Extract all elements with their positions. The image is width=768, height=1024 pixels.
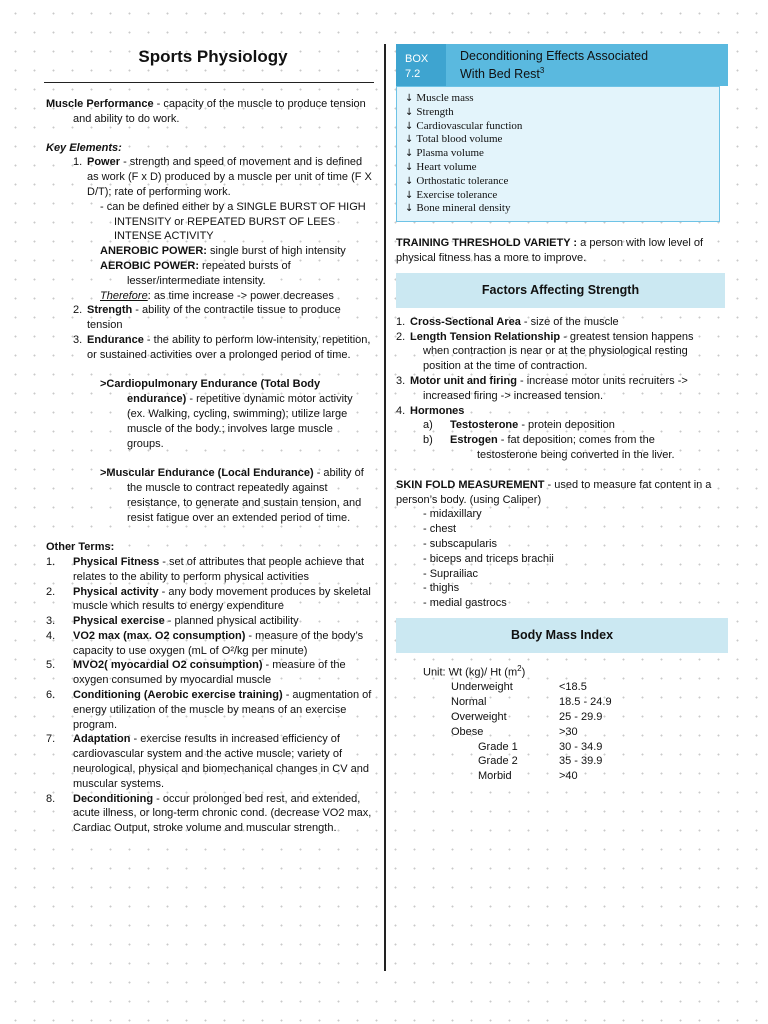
skin-fold-site: - chest (423, 523, 457, 536)
bmi-row: Grade 2 35 - 39.9 (478, 755, 603, 768)
box-item: ↓ Cardiovascular function (405, 119, 523, 132)
box-header (396, 44, 728, 86)
other-term-item: 6. Conditioning (Aerobic exercise training) - augmentation of energy utilization of the muscle by means of an exercise program. (46, 689, 372, 731)
bmi-row: Normal 18.5 - 24.9 (451, 696, 612, 709)
hormone-continuation: testosterone being converted in the liver. (477, 448, 675, 461)
other-term-item: 3. Physical exercise - planned physical actibility (46, 615, 299, 628)
hormone-item: a) Testosterone - protein deposition (423, 419, 615, 432)
down-arrow-icon: ↓ (405, 189, 414, 201)
box-item: ↓ Plasma volume (405, 147, 484, 160)
down-arrow-icon: ↓ (405, 148, 414, 160)
factors-banner: Factors Affecting Strength (396, 273, 725, 308)
bmi-row: Grade 1 30 - 34.9 (478, 740, 603, 753)
box-item: ↓ Total blood volume (405, 133, 503, 146)
left-column (46, 44, 372, 836)
key-element-power: 1. Power - strength and speed of movement and is defined as work (F x D) produced by a muscle per unit of time (F X D/T); rate of performing work. (73, 156, 372, 198)
box-item: ↓ Bone mineral density (405, 202, 511, 215)
key-elements-title: Key Elements: (46, 141, 122, 154)
deconditioning-box (396, 44, 728, 222)
factor-item: 1. Cross-Sectional Area - size of the muscle (396, 315, 619, 328)
factor-item: 2. Length Tension Relationship - greatest tension happens (396, 330, 694, 343)
bmi-table (396, 680, 728, 784)
down-arrow-icon: ↓ (405, 120, 414, 132)
other-term-item: 7. Adaptation - exercise results in increased efficiency of cardiovascular system and the active muscle; variety of neurological, physical and biomechanical changes in CV and muscular systems. (46, 733, 369, 790)
box-item: ↓ Heart volume (405, 160, 477, 173)
factor-continuation: increased firing -> increased tension. (423, 389, 604, 402)
key-element-endurance: 3. Endurance - the ability to perform low-intensity, repetition, or sustained activities over a prolonged period of time. (73, 333, 371, 361)
therefore-note: Therefore: as time increase -> power decreases (100, 289, 334, 302)
anaerobic-power: ANEROBIC POWER: single burst of high intensity (100, 245, 346, 258)
bmi-unit: Unit: Wt (kg)/ Ht $(m^2)$ (423, 663, 526, 679)
bmi-row: Overweight 25 - 29.9 (451, 710, 603, 723)
muscular-endurance: >Muscular Endurance (Local Endurance) - ability of the muscle to contract repeatedly against resistance, to generate and sustain tension, and resist fatigue over an extended period of time. (100, 467, 364, 524)
down-arrow-icon: ↓ (405, 134, 414, 146)
box-item: ↓ Orthostatic tolerance (405, 174, 509, 187)
skin-fold-site: - thighs (423, 582, 460, 595)
down-arrow-icon: ↓ (405, 106, 414, 118)
power-burst-note: - can be defined either by a SINGLE BURST OF HIGH INTENSITY or REPEATED BURST OF LEES INTENSE ACTIVITY (100, 200, 366, 243)
bmi-row: Obese >30 (451, 725, 578, 738)
column-divider (384, 44, 386, 971)
training-threshold: TRAINING THRESHOLD VARIETY : a person with low level of physical fitness has a more to improve. (396, 237, 704, 264)
other-term-item: 5. MVO2( myocardial O2 consumption) - measure of the oxygen consumed by myocardial muscle (46, 659, 346, 687)
skin-fold-site: - medial gastrocs (423, 597, 507, 610)
factor-item: 4. Hormones (396, 404, 465, 417)
skin-fold-site: - midaxillary (423, 508, 482, 521)
muscle-performance-definition: Muscle Performance - capacity of the muscle to produce tension and ability to do work. (46, 98, 366, 125)
skin-fold-sites (396, 507, 728, 611)
skin-fold-site: - biceps and triceps brachii (423, 552, 554, 565)
box-title: Deconditioning Effects Associated With Bed Rest$^3$ (460, 49, 649, 81)
key-element-strength: 2. Strength - ability of the contractile tissue to produce tension (73, 304, 341, 332)
hormone-item: b) Estrogen - fat deposition; comes from the (423, 434, 655, 447)
other-terms-title: Other Terms: (46, 541, 115, 554)
down-arrow-icon: ↓ (405, 175, 414, 187)
right-column (396, 44, 728, 784)
bmi-row: Morbid >40 (478, 770, 578, 783)
other-term-item: 1. Physical Fitness - set of attributes that people achieve that relates to the ability to perform physical activities (46, 555, 365, 583)
skin-fold-site: - Suprailiac (423, 567, 479, 580)
down-arrow-icon: ↓ (405, 161, 414, 173)
bmi-banner: Body Mass Index (396, 618, 728, 653)
other-term-item: 2. Physical activity - any body movement produces by skeletal muscle which results to energy expenditure (46, 585, 371, 613)
aerobic-power: AEROBIC POWER: repeated bursts of lesser/intermediate intensity. (100, 259, 291, 287)
factor-continuation: when contraction is near or at the physiological resting position at the time of contraction. (423, 345, 688, 373)
factor-item: 3. Motor unit and firing - increase motor units recruiters -> (396, 374, 688, 387)
down-arrow-icon: ↓ (405, 93, 414, 104)
bmi-row: Underweight <18.5 (451, 681, 587, 694)
down-arrow-icon: ↓ (405, 203, 414, 215)
skin-fold-site: - subscapularis (423, 537, 497, 550)
box-item: ↓ Exercise tolerance (405, 188, 498, 201)
other-terms-list (46, 555, 372, 836)
factors-list (396, 315, 728, 463)
box-item: ↓ Strength (405, 105, 454, 118)
title-rule (44, 82, 374, 83)
box-body (396, 86, 720, 222)
cardiopulmonary-endurance: >Cardiopulmonary Endurance (Total Body endurance) - repetitive dynamic motor activity (ex. Walking, cycling, swimming); utilize large muscle of the body.; involves large muscle groups. (100, 378, 353, 450)
skin-fold-measurement: SKIN FOLD MEASUREMENT - used to measure fat content in a person’s body. (using Caliper) (396, 478, 712, 506)
box-label: BOX 7.2 (396, 44, 446, 86)
box-item: ↓ Muscle mass (405, 92, 474, 104)
other-term-item: 8. Deconditioning - occur prolonged bed rest, and extended, acute illness, or long-term chronic cond. (decrease VO2 max, Cardiac Output, stroke volume and muscular strength. (46, 792, 372, 835)
other-term-item: 4. VO2 max (max. O2 consumption) - measure of the body’s capacity to use oxygen (mL of O²/kg per minute) (46, 629, 364, 657)
page-title: Sports Physiology (138, 47, 288, 66)
